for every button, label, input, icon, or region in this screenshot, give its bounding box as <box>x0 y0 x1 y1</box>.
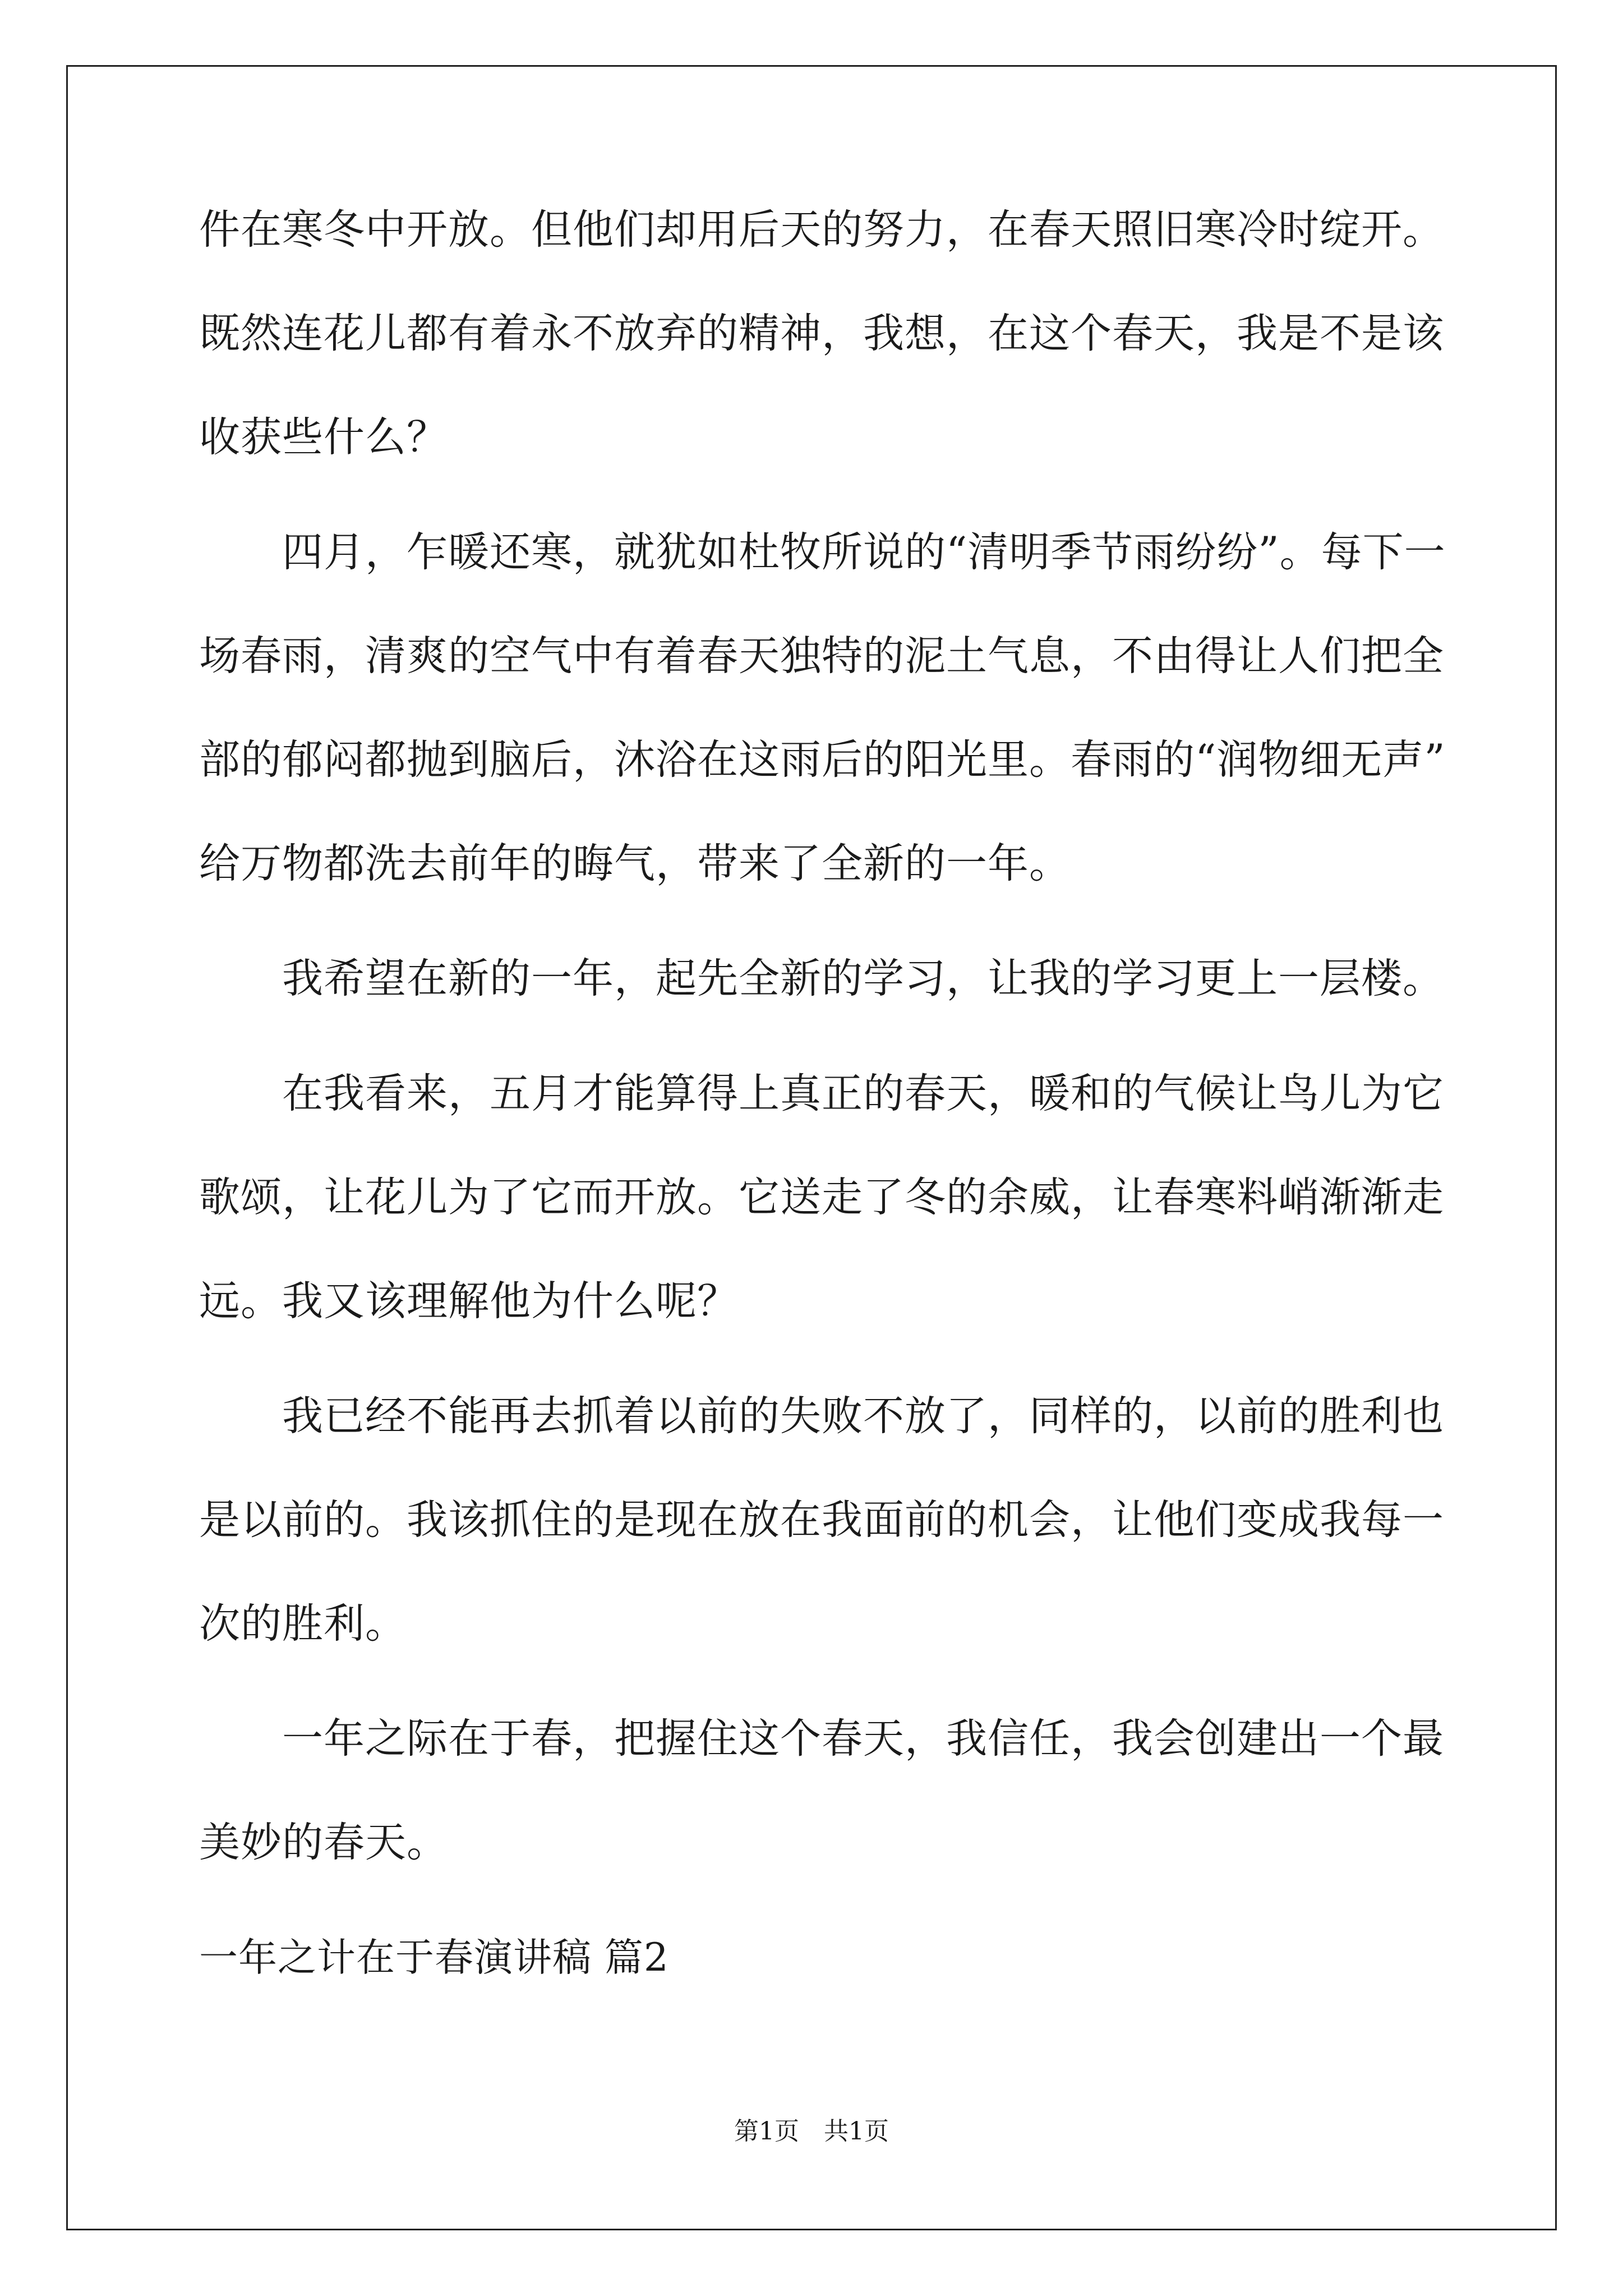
text-line: 场春雨，清爽的空气中有着春天独特的泥土气息，不由得让人们把全 <box>199 632 1444 680</box>
text-line: 我希望在新的一年，起先全新的学习，让我的学习更上一层楼。 <box>199 955 1444 1002</box>
text-line: 我已经不能再去抓着以前的失败不放了，同样的，以前的胜利也 <box>199 1392 1444 1440</box>
text-line: 件在寒冬中开放。但他们却用后天的努力，在春天照旧寒冷时绽开。 <box>199 206 1444 254</box>
section-heading: 一年之计在于春演讲稿 篇2 <box>199 1935 669 1980</box>
page-border <box>66 65 1557 2230</box>
text-line: 在我看来，五月才能算得上真正的春天，暖和的气候让鸟儿为它 <box>199 1070 1444 1117</box>
text-line: 收获些什么？ <box>199 413 448 461</box>
text-line: 美妙的春天。 <box>199 1819 448 1866</box>
text-line: 歌颂，让花儿为了它而开放。它送走了冬的余威，让春寒料峭渐渐走 <box>199 1174 1444 1221</box>
text-line: 次的胜利。 <box>199 1600 407 1648</box>
text-line: 是以前的。我该抓住的是现在放在我面前的机会，让他们变成我每一 <box>199 1496 1444 1544</box>
page-footer: 第1页 共1页 <box>734 2117 889 2146</box>
text-line: 四月，乍暖还寒，就犹如杜牧所说的“清明季节雨纷纷”。每下一 <box>199 528 1446 576</box>
text-line: 既然连花儿都有着永不放弃的精神，我想，在这个春天，我是不是该 <box>199 310 1444 357</box>
text-line: 部的郁闷都抛到脑后，沐浴在这雨后的阳光里。春雨的“润物细无声” <box>199 736 1446 784</box>
text-line: 一年之际在于春，把握住这个春天，我信任，我会创建出一个最 <box>199 1715 1444 1763</box>
text-line: 远。我又该理解他为什么呢？ <box>199 1277 739 1325</box>
text-line: 给万物都洗去前年的晦气，带来了全新的一年。 <box>199 840 1071 887</box>
